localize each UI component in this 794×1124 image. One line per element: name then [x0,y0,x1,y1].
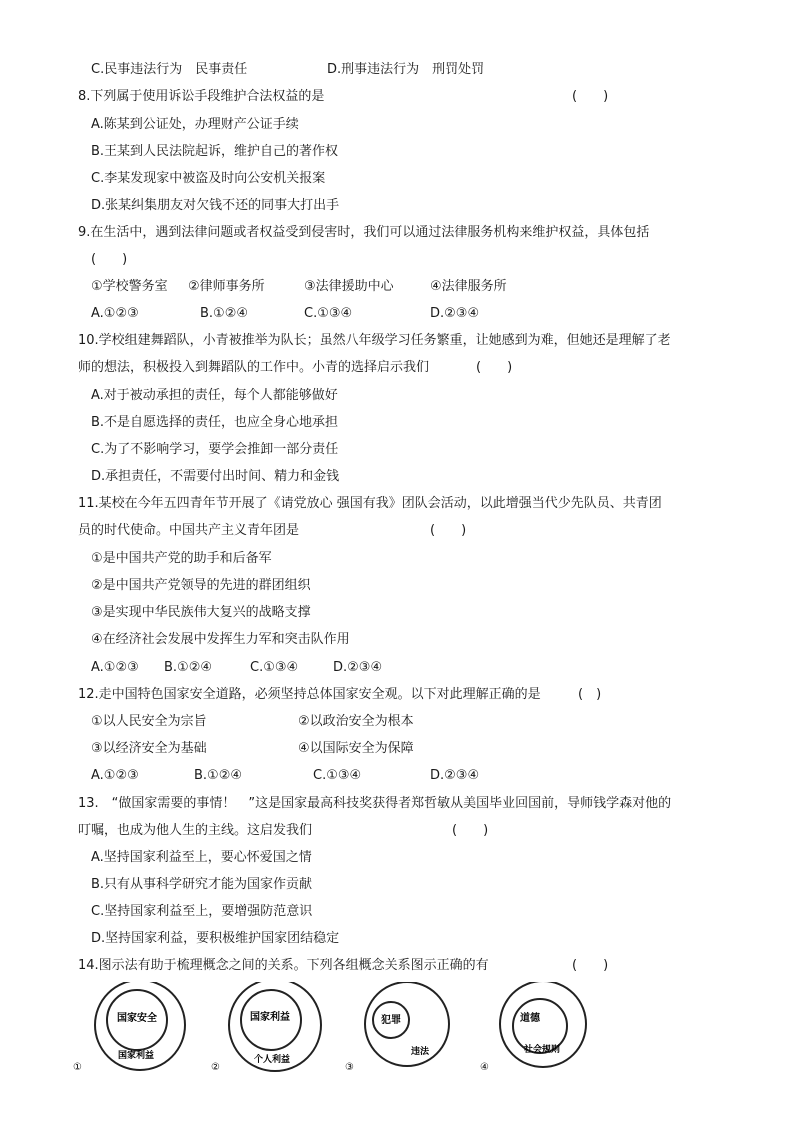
q13-stem-line1: 13. “做国家需要的事情！ ”这是国家最高科技奖获得者郑哲敏从美国毕业回国前，导师钱学森对他的 [78,796,672,811]
q13-option-b: B.只有从事科学研究才能为国家作贡献 [91,877,313,892]
q13-answer-bracket: ( ) [452,823,489,838]
q10-option-a: A.对于被动承担的责任，每个人都能够做好 [91,388,338,403]
q9-stem: 9.在生活中，遇到法律问题或者权益受到侵害时，我们可以通过法律服务机构来维护权益，具体包括 [78,225,650,240]
q8-answer-bracket: ( ) [572,89,609,104]
q13-option-c: C.坚持国家利益至上，要增强防范意识 [91,904,313,919]
q9-answer-bracket: ( ) [91,252,128,267]
q9-option-c: C.①③④ [304,306,353,321]
diagram-1-number: ① [73,1062,82,1073]
q8-option-d: D.张某纠集朋友对欠钱不还的同事大打出手 [91,198,340,213]
q12-stem: 12.走中国特色国家安全道路，必须坚持总体国家安全观。以下对此理解正确的是 [78,687,541,702]
q12-option-b: B.①②④ [194,768,243,783]
q12-answer-bracket: ( ) [578,687,602,702]
q10-answer-bracket: ( ) [476,360,513,375]
q11-item-1: ①是中国共产党的助手和后备军 [91,551,272,566]
q13-option-d: D.坚持国家利益，要积极维护国家团结稳定 [91,931,340,946]
q9-option-b: B.①②④ [200,306,249,321]
q14-diagrams [70,982,630,1074]
q12-item-1: ①以人民安全为宗旨 [91,714,207,729]
q12-option-a: A.①②③ [91,768,139,783]
diagram-2 [211,982,321,1073]
q12-option-d: D.②③④ [430,768,480,783]
q8-option-c: C.李某发现家中被盗及时向公安机关报案 [91,171,326,186]
option-d: D.刑事违法行为 刑罚处罚 [327,62,485,77]
q11-item-3: ③是实现中华民族伟大复兴的战略支撑 [91,605,311,620]
diagram-2-number: ② [211,1062,220,1073]
diagram-4-inner-label: 道德 [520,1013,540,1024]
q10-stem-line1: 10.学校组建舞蹈队，小青被推举为队长；虽然八年级学习任务繁重，让她感到为难，但她还是理解了老 [78,333,671,348]
q12-option-c: C.①③④ [313,768,362,783]
q14-answer-bracket: ( ) [572,958,609,973]
q11-option-c: C.①③④ [250,660,299,675]
q8-option-b: B.王某到人民法院起诉，维护自己的著作权 [91,144,339,159]
q10-option-c: C.为了不影响学习，要学会推卸一部分责任 [91,442,339,457]
q11-item-2: ②是中国共产党领导的先进的群团组织 [91,578,311,593]
q11-stem-line2: 员的时代使命。中国共产主义青年团是 [78,523,300,538]
q10-stem-line2: 师的想法，积极投入到舞蹈队的工作中。小青的选择启示我们 [78,360,430,375]
q8-stem: 8.下列属于使用诉讼手段维护合法权益的是 [78,89,325,104]
q14-stem: 14.图示法有助于梳理概念之间的关系。下列各组概念关系图示正确的有 [78,958,489,973]
diagram-4-number: ④ [480,1062,489,1073]
q11-answer-bracket: ( ) [430,523,467,538]
q11-item-4: ④在经济社会发展中发挥生力军和突击队作用 [91,632,350,647]
q12-item-3: ③以经济安全为基础 [91,741,207,756]
diagram-3-outer-label: 违法 [410,1047,430,1057]
diagram-2-inner-label: 国家利益 [250,1012,290,1023]
q13-option-a: A.坚持国家利益至上，要心怀爱国之情 [91,850,312,865]
q10-option-d: D.承担责任，不需要付出时间、精力和金钱 [91,469,340,484]
diagram-1 [73,982,185,1073]
q9-item-1: ①学校警务室 [91,279,168,294]
q9-item-3: ③法律援助中心 [304,279,394,294]
diagram-3 [345,982,449,1073]
q11-stem-line1: 11.某校在今年五四青年节开展了《请党放心 强国有我》团队会活动，以此增强当代少先队员、共青团 [78,496,662,511]
q10-option-b: B.不是自愿选择的责任，也应全身心地承担 [91,415,339,430]
diagram-1-inner-label: 国家安全 [117,1013,157,1024]
q11-option-b: B.①②④ [164,660,213,675]
diagram-1-outer-label: 国家利益 [117,1051,155,1061]
q11-option-a: A.①②③ [91,660,139,675]
q9-option-d: D.②③④ [430,306,480,321]
q9-option-a: A.①②③ [91,306,139,321]
q11-option-d: D.②③④ [333,660,383,675]
diagram-3-inner-label: 犯罪 [381,1015,401,1026]
diagram-3-number: ③ [345,1062,354,1073]
q12-item-4: ④以国际安全为保障 [298,741,414,756]
q8-option-a: A.陈某到公证处，办理财产公证手续 [91,117,299,132]
q9-item-2: ②律师事务所 [188,279,265,294]
diagram-4 [480,982,586,1073]
q9-item-4: ④法律服务所 [430,279,507,294]
q13-stem-line2: 叮嘱，也成为他人生的主线。这启发我们 [78,823,313,838]
diagram-4-outer-label: 社会规则 [523,1045,561,1055]
diagram-2-outer-label: 个人利益 [253,1055,291,1065]
q12-item-2: ②以政治安全为根本 [298,714,414,729]
option-c: C.民事违法行为 民事责任 [91,62,248,77]
